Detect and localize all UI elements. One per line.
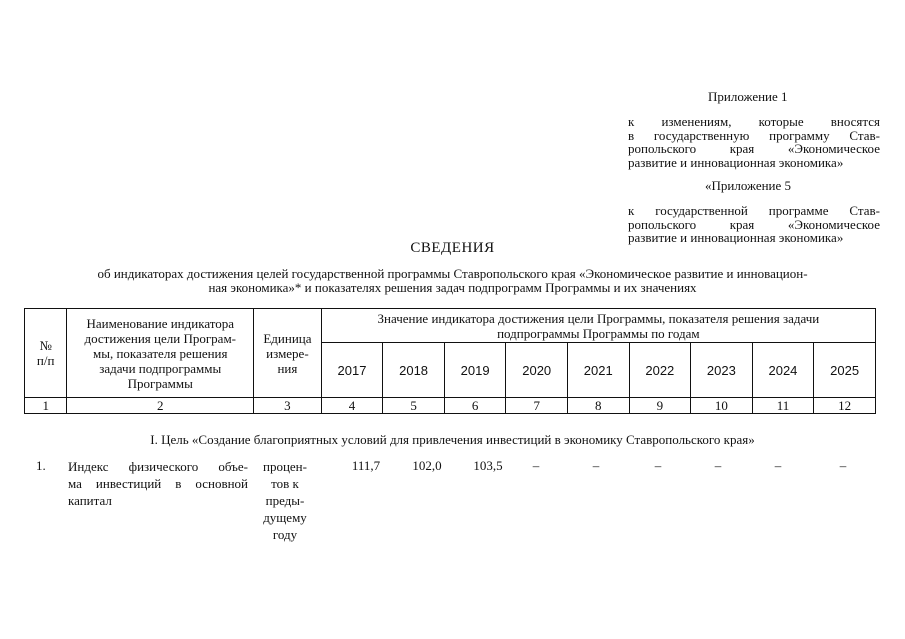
column-number: 9 <box>629 398 691 414</box>
column-number: 2 <box>67 398 254 414</box>
column-number: 7 <box>506 398 568 414</box>
subtitle-line: ная экономика»* и показателях решения задач подпрограмм Программы и их значениях <box>208 280 697 295</box>
header-unit-line: ния <box>277 360 298 376</box>
header-name-line: мы, показателя решения <box>93 345 228 361</box>
appendix-1-line: к изменениям, которые вносятся <box>628 114 880 129</box>
column-number: 11 <box>752 398 814 414</box>
row-name-line: Индекс физического объе- <box>68 459 248 474</box>
header-unit-line: измере- <box>266 345 309 361</box>
row-value-2021: – <box>592 458 600 473</box>
row-value-2025: – <box>839 458 847 473</box>
appendix-1-label: Приложение 1 <box>708 89 788 104</box>
row-value-2023: – <box>714 458 722 473</box>
header-name-line: Программы <box>127 375 193 391</box>
column-number: 8 <box>567 398 629 414</box>
column-number: 5 <box>383 398 445 414</box>
document-subtitle <box>30 267 875 295</box>
year-2021: 2021 <box>567 343 629 398</box>
header-num <box>25 309 67 398</box>
header-unit-line: Единица <box>263 330 312 346</box>
subtitle-line: об индикаторах достижения целей государственной программы Ставропольского края «Экономическое развитие и инновацион- <box>97 266 808 281</box>
row-num: 1. <box>36 458 46 473</box>
row-value-2024: – <box>774 458 782 473</box>
header-values <box>321 309 875 343</box>
row-name-line: ма инвестиций в основной <box>68 476 248 491</box>
year-2019: 2019 <box>444 343 506 398</box>
column-number: 10 <box>691 398 753 414</box>
row-unit-line: дущему <box>263 510 307 525</box>
header-name-line: достижения цели Програм- <box>84 330 237 346</box>
row-unit-line: процен- <box>263 459 307 474</box>
year-2018: 2018 <box>383 343 445 398</box>
row-unit <box>252 458 318 543</box>
appendix-1-line: в государственную программу Став- <box>628 127 880 143</box>
appendix-1-line: развитие и инновационная экономика» <box>628 154 844 170</box>
row-name-line: капитал <box>68 493 112 508</box>
header-unit <box>254 309 322 398</box>
column-number: 12 <box>814 398 876 414</box>
header-values-line: Значение индикатора достижения цели Программы, показателя решения задачи <box>377 310 820 326</box>
row-value-2018: 102,0 <box>412 458 442 473</box>
appendix-5-line: ропольского края «Экономическое <box>628 216 880 232</box>
appendix-5-text <box>628 204 880 245</box>
row-value-2017: 111,7 <box>351 458 381 473</box>
year-2024: 2024 <box>752 343 814 398</box>
row-unit-line: преды- <box>265 493 305 508</box>
appendix-5-line: к государственной программе Став- <box>628 203 880 218</box>
year-2017: 2017 <box>321 343 383 398</box>
row-unit-line: тов к <box>271 476 299 491</box>
year-2020: 2020 <box>506 343 568 398</box>
year-2022: 2022 <box>629 343 691 398</box>
header-values-line: подпрограммы Программы по годам <box>497 325 700 341</box>
header-name-line: Наименование индикатора <box>86 315 235 331</box>
indicators-table <box>24 308 876 414</box>
header-num-text: № п/п <box>36 338 55 368</box>
appendix-1-line: ропольского края «Экономическое <box>628 141 880 156</box>
row-name <box>68 458 248 509</box>
row-value-2020: – <box>532 458 540 473</box>
header-name <box>67 309 254 398</box>
document-title: СВЕДЕНИЯ <box>410 240 495 256</box>
column-number: 4 <box>321 398 383 414</box>
column-number: 6 <box>444 398 506 414</box>
column-number: 1 <box>25 398 67 414</box>
row-value-2022: – <box>654 458 662 473</box>
year-2025: 2025 <box>814 343 876 398</box>
column-number: 3 <box>254 398 322 414</box>
header-name-line: задачи подпрограммы <box>99 360 222 376</box>
goal-heading: I. Цель «Создание благоприятных условий для привлечения инвестиций в экономику Ставропольского края» <box>150 432 755 447</box>
appendix-5-line: развитие и инновационная экономика» <box>628 230 844 245</box>
appendix-5-label: «Приложение 5 <box>705 178 792 193</box>
year-2023: 2023 <box>691 343 753 398</box>
row-value-2019: 103,5 <box>473 458 503 473</box>
row-unit-line: году <box>272 527 298 542</box>
appendix-1-text <box>628 115 880 169</box>
